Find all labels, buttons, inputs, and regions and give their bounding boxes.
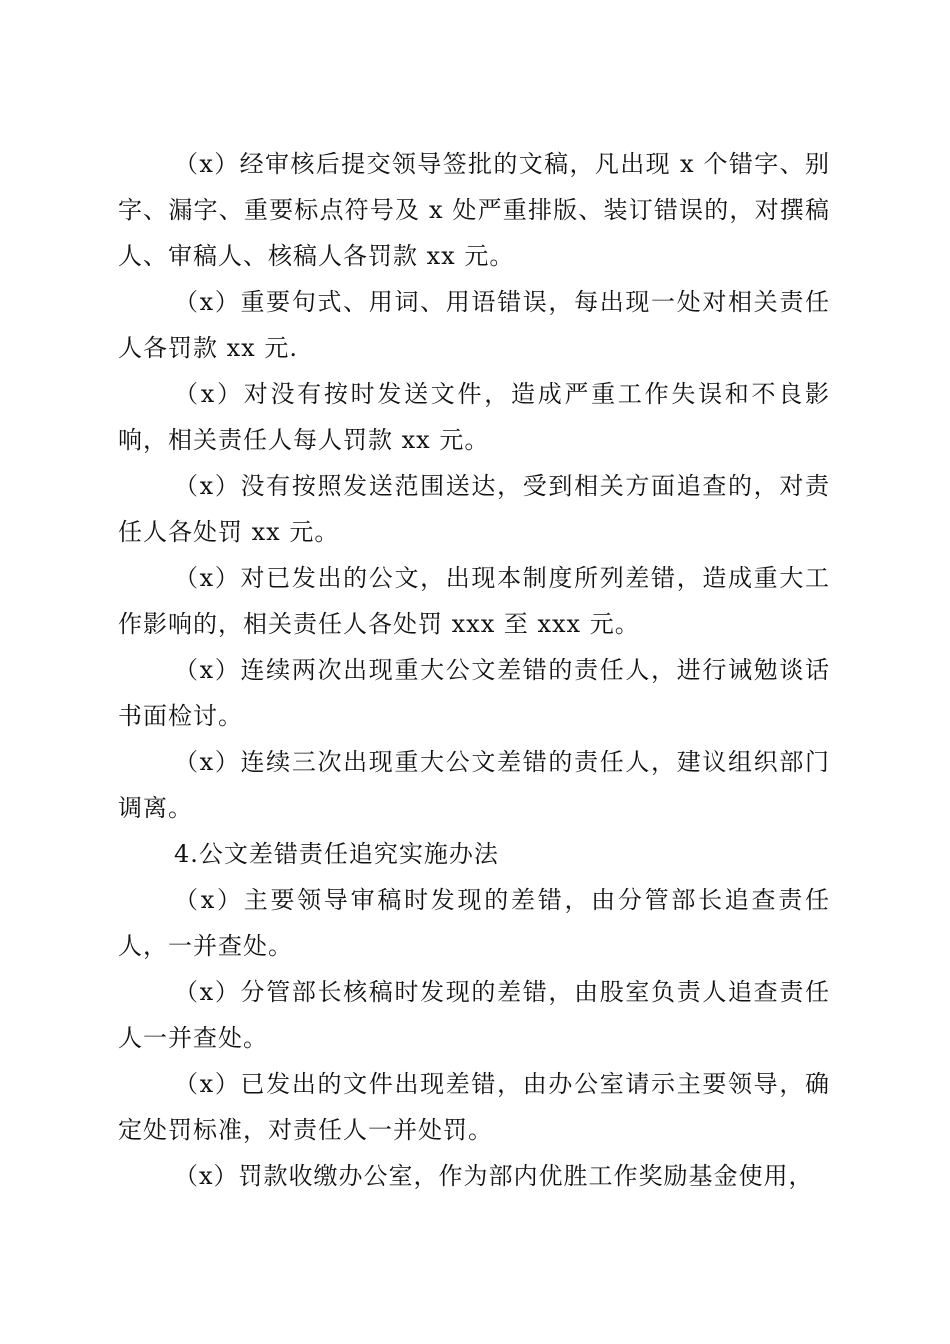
document-body [118, 141, 830, 1199]
paragraph-two-errors: （x）连续两次出现重大公文差错的责任人，进行诫勉谈话书面检讨。 [118, 656, 830, 730]
paragraph-typo-penalty: （x）经审核后提交领导签批的文稿，凡出现 x 个错字、别字、漏字、重要标点符号及 x 处严重排版、装订错误的，对撰稿人、审稿人、核稿人各罚款 xx 元。 [118, 150, 830, 270]
paragraph-issued-document-penalty: （x）对已发出的公文，出现本制度所列差错，造成重大工作影响的，相关责任人各处罚 xxx 至 xxx 元。 [118, 564, 830, 638]
paragraph-leader-review: （x）主要领导审稿时发现的差错，由分管部长追查责任人，一并查处。 [118, 886, 830, 960]
paragraph-late-delivery-penalty: （x）对没有按时发送文件，造成严重工作失误和不良影响，相关责任人每人罚款 xx 元。 [118, 380, 830, 454]
paragraph-deputy-review: （x）分管部长核稿时发现的差错，由股室负责人追查责任人一并查处。 [118, 978, 830, 1052]
paragraph-distribution-penalty: （x）没有按照发送范围送达，受到相关方面追查的，对责任人各处罚 xx 元。 [118, 472, 830, 546]
section-heading: 4.公文差错责任追究实施办法 [174, 840, 499, 868]
paragraph-wording-penalty: （x）重要句式、用词、用语错误，每出现一处对相关责任人各罚款 xx 元. [118, 288, 830, 362]
paragraph-three-errors: （x）连续三次出现重大公文差错的责任人，建议组织部门调离。 [118, 748, 830, 822]
paragraph-issued-errors: （x）已发出的文件出现差错，由办公室请示主要领导，确定处罚标准，对责任人一并处罚。 [118, 1070, 830, 1144]
paragraph-fine-collection: （x）罚款收缴办公室，作为部内优胜工作奖励基金使用， [174, 1162, 814, 1190]
